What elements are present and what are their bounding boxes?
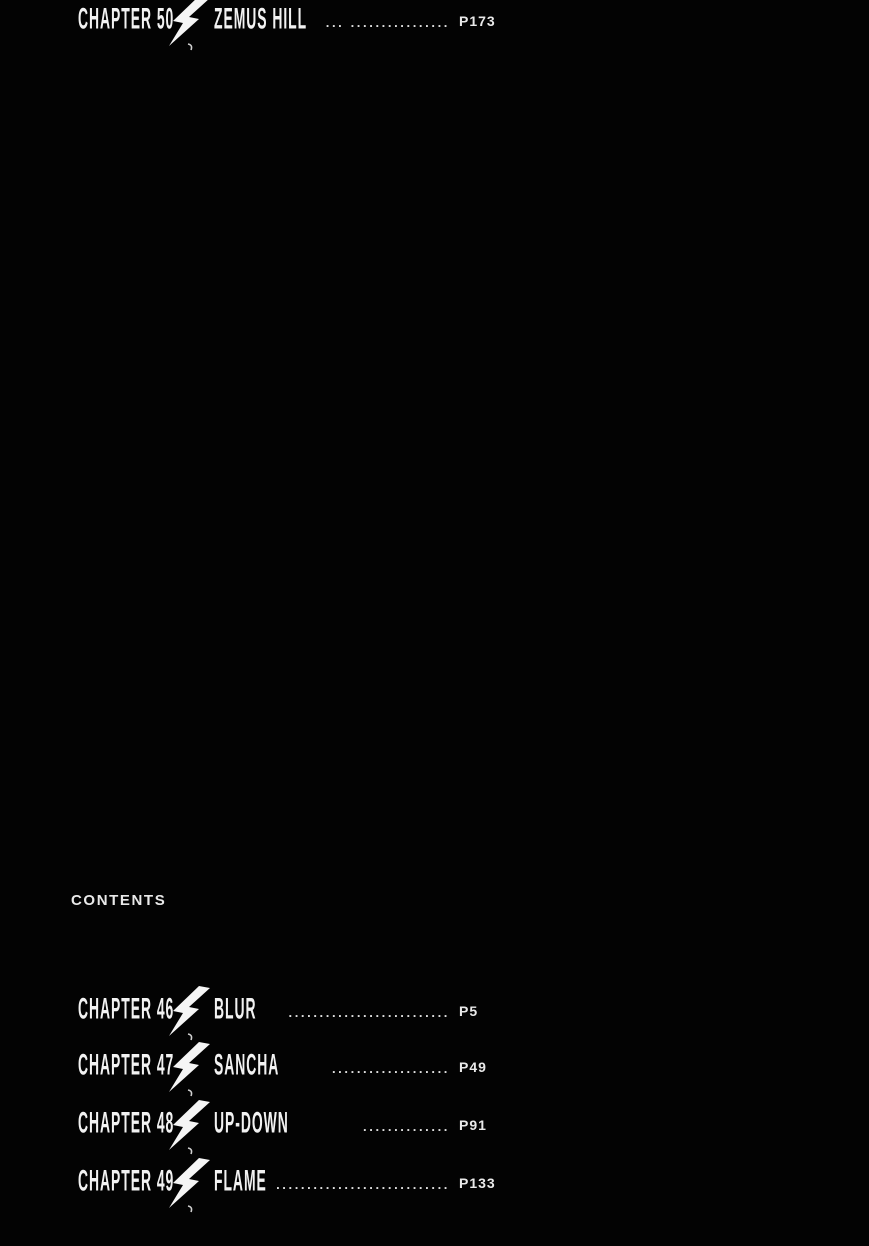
toc-row	[0, 1162, 869, 1214]
lightning-bolt-icon	[166, 1158, 212, 1214]
dot-leader: ..........................	[288, 1005, 450, 1020]
dot-leader: ..............	[363, 1119, 450, 1134]
lightning-bolt-icon	[166, 1100, 212, 1156]
dot-leader: ... ................	[325, 15, 450, 30]
chapter-title: BLUR	[214, 992, 257, 1026]
page-number: P91	[459, 1117, 487, 1133]
chapter-title: SANCHA	[214, 1048, 280, 1082]
contents-heading: CONTENTS	[71, 892, 167, 909]
lightning-bolt-icon	[166, 0, 212, 52]
chapter-label: CHAPTER 49	[78, 1164, 175, 1198]
lightning-bolt-icon	[166, 1042, 212, 1098]
toc-row	[0, 1046, 869, 1098]
toc-row	[0, 1104, 869, 1156]
chapter-title: FLAME	[214, 1164, 267, 1198]
chapter-title: ZEMUS HILL	[214, 2, 308, 36]
toc-row	[0, 0, 869, 52]
dot-leader: ............................	[276, 1177, 450, 1192]
dot-leader: ...................	[331, 1061, 450, 1076]
toc-row	[0, 990, 869, 1042]
page-number: P5	[459, 1003, 479, 1019]
page-number: P49	[459, 1059, 487, 1075]
chapter-label: CHAPTER 50	[78, 2, 175, 36]
page-number: P133	[459, 1175, 496, 1191]
chapter-title: UP-DOWN	[214, 1106, 289, 1140]
chapter-label: CHAPTER 48	[78, 1106, 175, 1140]
lightning-bolt-icon	[166, 986, 212, 1042]
page-number: P173	[459, 13, 496, 29]
chapter-label: CHAPTER 47	[78, 1048, 175, 1082]
chapter-label: CHAPTER 46	[78, 992, 175, 1026]
